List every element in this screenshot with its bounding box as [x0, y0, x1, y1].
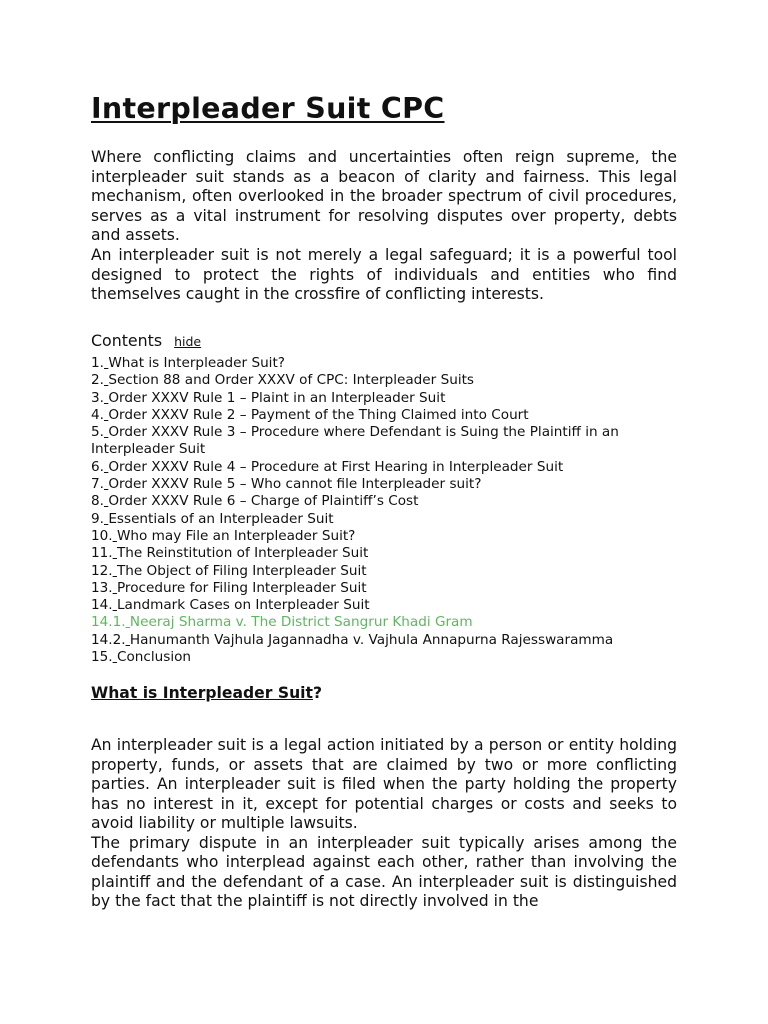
intro-paragraph: Where conflicting claims and uncertainties often reign supreme, the interpleader suit stands as a beacon of clarity and fairness. This legal mechanism, often overlooked in the broader spectrum of civil procedures, serves as a vital instrument for resolving disputes over property, debts and assets.: [91, 148, 677, 245]
toc-item-label: Order XXXV Rule 2 – Payment of the Thing Claimed into Court: [108, 406, 529, 423]
section-heading: [91, 684, 322, 702]
toc-item-number: 14.1.: [91, 614, 126, 631]
toc-item: [91, 614, 677, 631]
toc-item-label: The Reinstitution of Interpleader Suit: [116, 545, 369, 562]
toc-link[interactable]: [91, 355, 285, 371]
toc-link[interactable]: [91, 511, 334, 527]
contents-heading: Contents: [91, 331, 163, 350]
toc-item-number: 1.: [91, 355, 104, 371]
toc-item: [91, 545, 677, 562]
toc-item-label: Order XXXV Rule 6 – Charge of Plaintiff’s Cost: [108, 493, 419, 510]
toc-link[interactable]: [91, 580, 367, 596]
toc-item-number: 8.: [91, 493, 104, 510]
toc-item-number: 2.: [91, 372, 104, 389]
toc-item: [91, 493, 677, 510]
toc-item: [91, 580, 677, 597]
toc-item-label: Order XXXV Rule 5 – Who cannot file Interpleader suit?: [108, 476, 482, 493]
section-heading-text: What is Interpleader Suit: [91, 684, 313, 702]
toc-item-label: The Object of Filing Interpleader Suit: [116, 562, 367, 579]
toc-item-label: Conclusion: [116, 649, 192, 666]
toc-item-number: 14.: [91, 597, 113, 614]
toc-link[interactable]: [91, 614, 473, 630]
toc-item-number: 12.: [91, 562, 113, 579]
contents-header: [91, 331, 201, 350]
toc-link[interactable]: [91, 424, 619, 457]
toc-link[interactable]: [91, 632, 613, 648]
toc-item-number: 7.: [91, 476, 104, 493]
table-of-contents: [91, 355, 677, 666]
toc-link[interactable]: [91, 459, 563, 475]
toc-item-label: Order XXXV Rule 1 – Plaint in an Interpleader Suit: [108, 389, 446, 406]
toc-link[interactable]: [91, 563, 367, 579]
toc-item-label: Landmark Cases on Interpleader Suit: [116, 597, 370, 614]
toc-item: [91, 632, 677, 649]
body-paragraph: An interpleader suit is a legal action initiated by a person or entity holding property, funds, or assets that are claimed by two or more conflicting parties. An interpleader suit is filed when the party holding the property has no interest in it, except for potential charges or costs and seeks to avoid liability or multiple lawsuits.: [91, 736, 677, 832]
toc-item: [91, 528, 677, 545]
toc-item-label: Hanumanth Vajhula Jagannadha v. Vajhula Annapurna Rajesswaramma: [129, 631, 614, 648]
toc-item-number: 9.: [91, 510, 104, 527]
toc-link[interactable]: [91, 493, 418, 509]
toc-item-label: Order XXXV Rule 4 – Procedure at First Hearing in Interpleader Suit: [108, 458, 564, 475]
toc-item: [91, 476, 677, 493]
toc-item-label: Order XXXV Rule 3 – Procedure where Defendant is Suing the Plaintiff in an Interpleader Suit: [91, 424, 619, 458]
toc-link[interactable]: [91, 390, 445, 406]
toc-item: [91, 372, 677, 389]
toc-item-number: 14.2.: [91, 631, 126, 648]
toc-item: [91, 390, 677, 407]
toc-item-number: 3.: [91, 389, 104, 406]
toc-item: [91, 459, 677, 476]
toc-item: [91, 407, 677, 424]
toc-link[interactable]: [91, 372, 474, 388]
toc-item: [91, 563, 677, 580]
section-heading-suffix: ?: [312, 684, 323, 702]
toc-item-number: 6.: [91, 458, 104, 475]
intro-paragraph: An interpleader suit is not merely a legal safeguard; it is a powerful tool designed to protect the rights of individuals and entities who find themselves caught in the crossfire of conflicting interests.: [91, 245, 677, 304]
toc-item-number: 13.: [91, 579, 113, 596]
toc-item: [91, 355, 677, 372]
toc-item-number: 5.: [91, 424, 104, 441]
section-body: [91, 736, 677, 912]
toc-item-label: Essentials of an Interpleader Suit: [108, 510, 334, 527]
toc-item-number: 11.: [91, 545, 113, 562]
toc-link[interactable]: [91, 407, 529, 423]
toc-link[interactable]: [91, 528, 355, 544]
toc-link[interactable]: [91, 545, 368, 561]
toc-item-label: Neeraj Sharma v. The District Sangrur Khadi Gram: [129, 614, 473, 631]
toc-link[interactable]: [91, 597, 370, 613]
toc-item: [91, 424, 677, 459]
toc-item-label: Who may File an Interpleader Suit?: [116, 527, 356, 544]
body-paragraph: The primary dispute in an interpleader suit typically arises among the defendants who interplead against each other, rather than involving the plaintiff and the defendant of a case. An interpleader suit is distinguished by the fact that the plaintiff is not directly involved in the: [91, 833, 677, 910]
toc-item-label: Section 88 and Order XXXV of CPC: Interpleader Suits: [108, 372, 475, 389]
toc-item-number: 10.: [91, 527, 113, 544]
toc-item: [91, 649, 677, 666]
toc-item: [91, 597, 677, 614]
toc-item-label: Procedure for Filing Interpleader Suit: [116, 579, 367, 596]
toc-link[interactable]: [91, 476, 481, 492]
toc-link[interactable]: [91, 649, 191, 665]
toc-item-number: 4.: [91, 406, 104, 423]
intro: [91, 148, 677, 305]
toc-item-label: What is Interpleader Suit?: [108, 355, 286, 371]
toc-item: [91, 511, 677, 528]
page-title: Interpleader Suit CPC: [91, 92, 445, 125]
hide-toggle-link[interactable]: hide: [174, 334, 202, 349]
toc-item-number: 15.: [91, 649, 113, 666]
